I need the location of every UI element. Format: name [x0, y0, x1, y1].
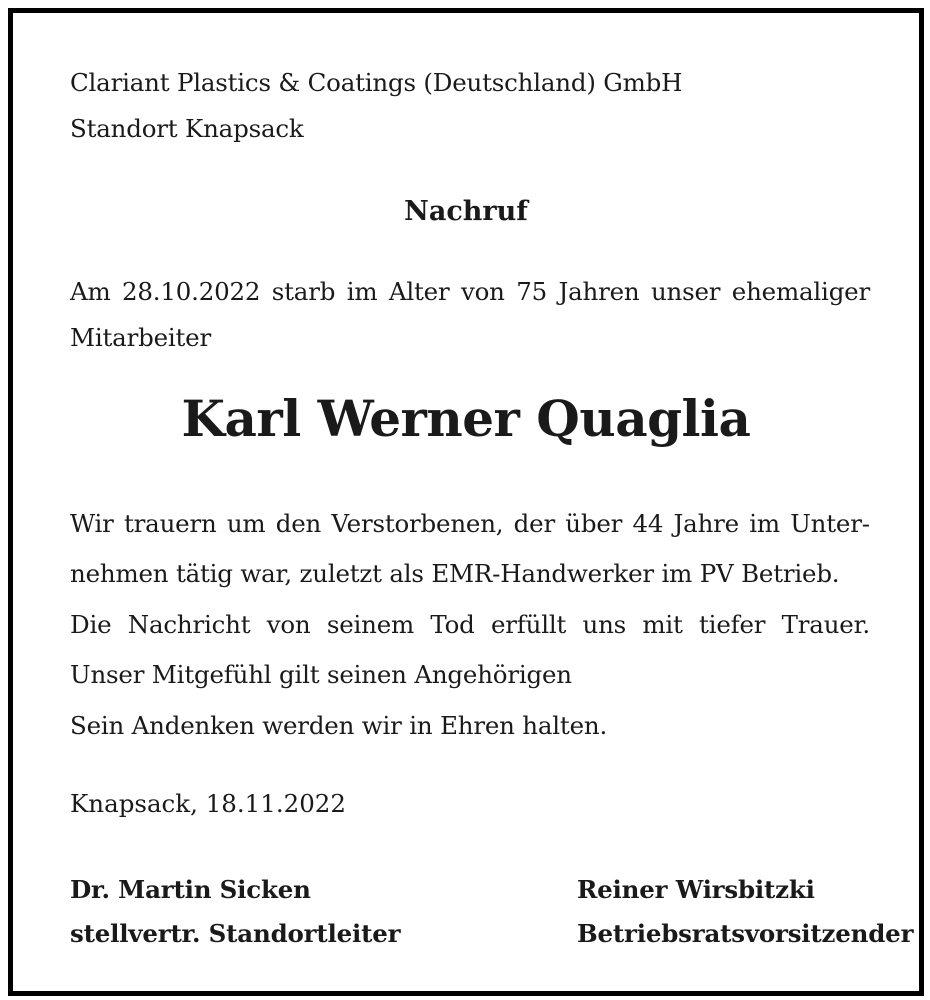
- obituary-notice: [8, 8, 924, 996]
- signatory-1-role: stellvertr. Standortleiter: [70, 919, 401, 948]
- paragraph-remembrance: Sein Andenken werden wir in Ehren halten.: [70, 711, 608, 740]
- signatory-2-role: Betriebsratsvorsitzender: [577, 919, 914, 948]
- signatory-2-name: Reiner Wirsbitzki: [577, 875, 815, 904]
- place-date: Knapsack, 18.11.2022: [70, 789, 346, 818]
- notice-heading: Nachruf: [404, 196, 528, 227]
- paragraph-condolence: Die Nachricht von seinem Tod erfüllt uns mit tiefer Trauer. Unser Mitgefühl gilt seinen Angehörigen: [70, 610, 870, 689]
- intro-text: Am 28.10.2022 starb im Alter von 75 Jahren unser ehemaliger Mitarbeiter: [70, 277, 870, 352]
- paragraph-tenure: Wir trauern um den Verstorbenen, der über 44 Jahre im Unternehmen tätig war, zuletzt als EMR-Handwerker im PV Betrieb.: [70, 509, 870, 588]
- company-name: Clariant Plastics & Coatings (Deutschland) GmbH: [70, 68, 683, 97]
- deceased-name: Karl Werner Quaglia: [181, 389, 751, 448]
- signatory-1-name: Dr. Martin Sicken: [70, 875, 311, 904]
- company-site: Standort Knapsack: [70, 114, 304, 143]
